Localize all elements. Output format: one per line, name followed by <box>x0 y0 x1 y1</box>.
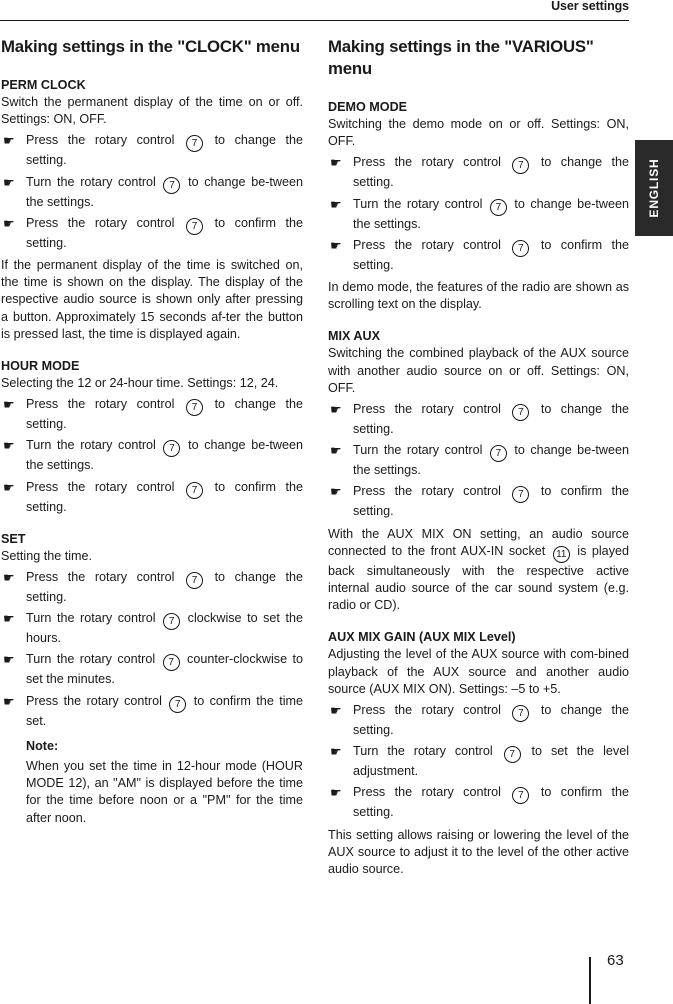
perm-clock-steps <box>1 132 303 252</box>
mix-aux-section <box>328 328 629 614</box>
pointing-hand-icon: ☛ <box>330 785 342 801</box>
mix-aux-intro: Switching the combined playback of the AUX source with another audio source on or off. Settings: ON, OFF. <box>328 346 629 395</box>
hour-mode-intro: Selecting the 12 or 24-hour time. Settings: 12, 24. <box>1 376 279 391</box>
rotary-control-icon: 7 <box>186 218 203 235</box>
pointing-hand-icon: ☛ <box>3 652 15 668</box>
aux-in-socket-icon: 11 <box>553 546 570 563</box>
step-item: ☛ Press the rotary control 7 to confirm the setting. <box>3 479 304 514</box>
step-item: ☛ Press the rotary control 7 to change the setting. <box>3 397 304 432</box>
pointing-hand-icon: ☛ <box>3 570 15 586</box>
perm-clock-intro: Switch the permanent display of the time on or off. Settings: ON, OFF. <box>1 95 303 127</box>
pointing-hand-icon: ☛ <box>3 215 15 231</box>
perm-clock-body: If the permanent display of the time is switched on, the time is shown on the display. The display of the respective audio source is shown only after pressing a button. Approximately 15 seconds af-ter the button is pressed last, the time is displayed again. <box>1 258 303 341</box>
step-item: ☛ Turn the rotary control 7 to set the level adjustment. <box>330 744 629 779</box>
rotary-control-icon: 7 <box>512 157 529 174</box>
pointing-hand-icon: ☛ <box>330 155 342 171</box>
rotary-control-icon: 7 <box>186 399 203 416</box>
set-heading: SET <box>1 531 26 546</box>
step-item: ☛ Turn the rotary control 7 to change be-tween the settings. <box>330 443 629 478</box>
hour-mode-heading: HOUR MODE <box>1 359 80 374</box>
pointing-hand-icon: ☛ <box>330 196 342 212</box>
step-item: ☛ Turn the rotary control 7 to change be-tween the settings. <box>330 196 629 231</box>
note-title: Note: <box>26 738 59 753</box>
rotary-control-icon: 7 <box>512 705 529 722</box>
rotary-control-icon: 7 <box>186 572 203 589</box>
step-item: ☛ Press the rotary control 7 to confirm the setting. <box>330 484 630 519</box>
rotary-control-icon: 7 <box>186 135 203 152</box>
demo-mode-body: In demo mode, the features of the radio are shown as scrolling text on the display. <box>328 280 629 312</box>
rotary-control-icon: 7 <box>163 440 180 457</box>
step-item: ☛ Press the rotary control 7 to confirm the setting. <box>3 215 304 250</box>
rotary-control-icon: 7 <box>512 787 529 804</box>
pointing-hand-icon: ☛ <box>3 479 15 495</box>
hour-mode-section <box>1 358 303 516</box>
pointing-hand-icon: ☛ <box>3 611 15 627</box>
language-tab <box>635 140 673 236</box>
demo-mode-section <box>328 99 629 313</box>
step-item: ☛ Press the rotary control 7 to change the setting. <box>330 155 630 190</box>
mix-aux-heading: MIX AUX <box>328 329 381 344</box>
pointing-hand-icon: ☛ <box>330 484 342 500</box>
rotary-control-icon: 7 <box>490 199 507 216</box>
rotary-control-icon: 7 <box>512 404 529 421</box>
pointing-hand-icon: ☛ <box>3 133 15 149</box>
header-title: User settings <box>551 0 629 13</box>
rotary-control-icon: 7 <box>163 613 180 630</box>
rotary-control-icon: 7 <box>163 177 180 194</box>
language-tab-label: ENGLISH <box>647 158 661 218</box>
rotary-control-icon: 7 <box>504 746 521 763</box>
note-block <box>1 738 303 827</box>
aux-mix-gain-intro: Adjusting the level of the AUX source with com-bined playback of the AUX source and another audio source (AUX MIX ON). Settings: –5 to +5. <box>328 647 629 696</box>
aux-mix-gain-steps <box>328 702 629 822</box>
mix-aux-steps <box>328 401 629 521</box>
pointing-hand-icon: ☛ <box>330 402 342 418</box>
step-item: ☛ Press the rotary control 7 to confirm the setting. <box>330 237 630 272</box>
step-item: ☛ Press the rotary control 7 to confirm the time set. <box>3 693 304 728</box>
aux-mix-gain-body: This setting allows raising or lowering the level of the AUX source to adjust it to the level of the other active audio source. <box>328 827 629 877</box>
rotary-control-icon: 7 <box>169 696 186 713</box>
rotary-control-icon: 7 <box>186 482 203 499</box>
step-item: ☛ Turn the rotary control 7 counter-clockwise to set the minutes. <box>3 652 304 687</box>
set-section <box>1 531 303 827</box>
step-item: ☛ Turn the rotary control 7 to change be-tween the settings. <box>3 438 303 473</box>
aux-mix-gain-section <box>328 629 629 878</box>
rotary-control-icon: 7 <box>512 240 529 257</box>
pointing-hand-icon: ☛ <box>330 237 342 253</box>
note-text: When you set the time in 12-hour mode (HOUR MODE 12), an "AM" is displayed before the time for the time before noon or a "PM" for the time after noon. <box>26 759 303 825</box>
perm-clock-heading: PERM CLOCK <box>1 78 86 92</box>
demo-mode-heading: DEMO MODE <box>328 100 408 114</box>
demo-mode-steps <box>328 154 629 274</box>
aux-mix-gain-heading: AUX MIX GAIN (AUX MIX Level) <box>328 630 516 645</box>
step-item: ☛ Press the rotary control 7 to change the setting. <box>330 703 630 738</box>
pointing-hand-icon: ☛ <box>330 703 342 719</box>
hour-mode-steps <box>1 396 303 516</box>
demo-mode-intro: Switching the demo mode on or off. Settings: ON, OFF. <box>328 117 629 149</box>
clock-menu-title: Making settings in the "CLOCK" menu <box>1 37 300 56</box>
page-number-rule <box>589 957 591 1004</box>
perm-clock-section <box>1 77 303 343</box>
pointing-hand-icon: ☛ <box>3 174 15 190</box>
step-item: ☛ Press the rotary control 7 to confirm the setting. <box>330 785 630 820</box>
left-column <box>1 36 303 842</box>
step-item: ☛ Press the rotary control 7 to change the setting. <box>3 133 304 168</box>
set-steps <box>1 569 303 730</box>
page-number: 63 <box>607 952 624 969</box>
page-header <box>0 0 629 21</box>
step-item: ☛ Press the rotary control 7 to change the setting. <box>330 402 630 437</box>
step-item: ☛ Press the rotary control 7 to change the setting. <box>3 570 304 605</box>
rotary-control-icon: 7 <box>512 486 529 503</box>
various-menu-title: Making settings in the "VARIOUS" menu <box>328 37 594 78</box>
mix-aux-body: With the AUX MIX ON setting, an audio source connected to the front AUX-IN socket 11 is played back simultaneously with the respective active internal audio source of the car sound system (e.g. radio or CD). <box>328 526 629 613</box>
rotary-control-icon: 7 <box>163 654 180 671</box>
pointing-hand-icon: ☛ <box>330 443 342 459</box>
step-item: ☛ Turn the rotary control 7 clockwise to set the hours. <box>3 611 303 646</box>
pointing-hand-icon: ☛ <box>3 693 15 709</box>
pointing-hand-icon: ☛ <box>330 744 342 760</box>
step-item: ☛ Turn the rotary control 7 to change be-tween the settings. <box>3 174 303 209</box>
pointing-hand-icon: ☛ <box>3 397 15 413</box>
rotary-control-icon: 7 <box>490 445 507 462</box>
set-intro: Setting the time. <box>1 548 93 563</box>
right-column <box>328 36 629 893</box>
pointing-hand-icon: ☛ <box>3 438 15 454</box>
